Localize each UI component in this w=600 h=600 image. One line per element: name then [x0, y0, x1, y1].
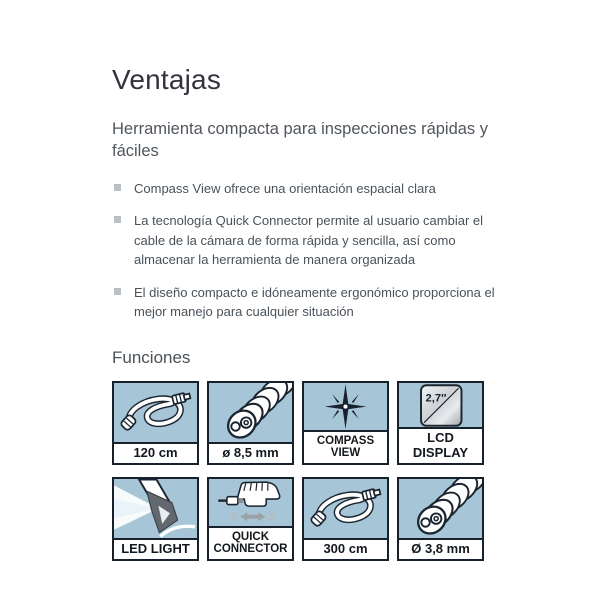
tile-label: 300 cm	[304, 538, 387, 559]
tile-label: ø 8,5 mm	[209, 442, 292, 463]
feature-tile-cable-length-120	[112, 381, 199, 465]
bullet-square-icon	[114, 216, 121, 223]
advantage-text: Compass View ofrece una orientación espacial clara	[134, 180, 436, 196]
feature-tile-led-light	[112, 477, 199, 561]
feature-tile-camera-diameter-85	[207, 381, 294, 465]
tile-label: LED LIGHT	[114, 538, 197, 559]
page-title: Ventajas	[112, 64, 222, 95]
advantage-text: La tecnología Quick Connector permite al usuario cambiar el cable de la cámara de forma rápida y sencilla, así como almacenar la herramienta de manera organizada	[134, 213, 484, 268]
advantage-text: El diseño compacto e idóneamente ergonómico proporciona el mejor manejo para cualquier situación	[134, 284, 495, 320]
list-item	[114, 179, 510, 199]
camera-head-icon	[209, 383, 292, 442]
tile-label: Ø 3,8 mm	[399, 538, 482, 559]
quick-connector-icon	[209, 479, 292, 526]
feature-tile-camera-diameter-38	[397, 477, 484, 561]
cable-coil-icon	[114, 383, 197, 442]
tile-label: 120 cm	[114, 442, 197, 463]
functions-heading: Funciones	[112, 347, 191, 367]
list-item	[114, 283, 510, 322]
functions-grid	[112, 381, 514, 561]
bullet-square-icon	[114, 184, 121, 191]
lcd-size-text: 2,7″	[425, 392, 447, 405]
tile-label: LCD DISPLAY	[399, 427, 482, 462]
bullet-square-icon	[114, 288, 121, 295]
tile-label: COMPASS VIEW	[304, 430, 387, 463]
lcd-display-icon	[399, 383, 482, 428]
cable-coil-icon	[304, 479, 387, 538]
list-item	[114, 211, 510, 270]
feature-tile-compass-view	[302, 381, 389, 465]
camera-head-icon	[399, 479, 482, 538]
feature-tile-lcd-display	[397, 381, 484, 465]
advantages-list	[112, 179, 510, 322]
tile-label: QUICK CONNECTOR	[209, 526, 292, 559]
feature-tile-cable-length-300	[302, 477, 389, 561]
feature-tile-quick-connector	[207, 477, 294, 561]
led-light-icon	[114, 479, 197, 538]
compass-star-icon	[304, 383, 387, 430]
section-subtitle: Herramienta compacta para inspecciones rápidas y fáciles	[112, 120, 489, 160]
